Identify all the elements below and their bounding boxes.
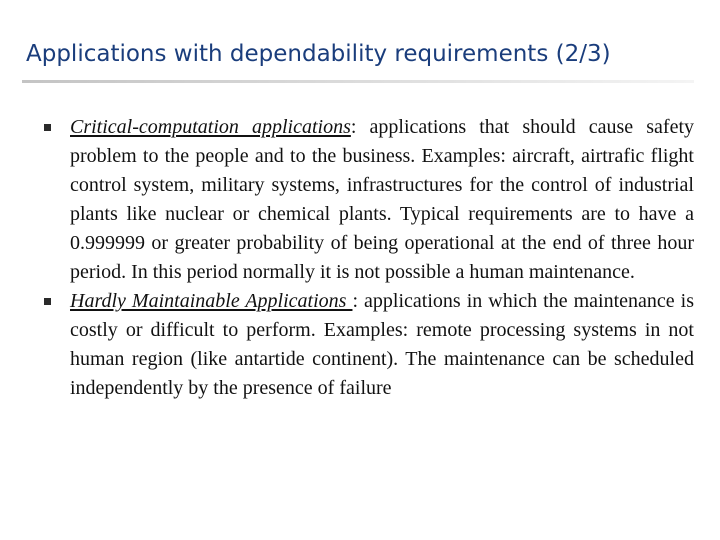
bullet-list (44, 113, 694, 403)
bullet-item-critical-computation (44, 113, 694, 287)
bullet-text: applications in which the maintenance is costly or difficult to perform. Examples: remote processing systems in not human region (like antartide continent). The maintenance can be scheduled independently by the presence of failure (70, 290, 695, 399)
slide-title: Applications with dependability requirements (2/3) (26, 41, 611, 67)
bullet-term: Hardly Maintainable Applications (70, 290, 353, 312)
bullet-separator: : (352, 290, 365, 312)
bullet-item-hardly-maintainable (44, 287, 694, 403)
bullet-separator: : (350, 116, 370, 138)
square-bullet-icon (44, 298, 51, 305)
square-bullet-icon (44, 124, 51, 131)
title-divider (22, 80, 694, 83)
bullet-text: applications that should cause safety problem to the people and to the business. Examples: aircraft, airtrafic flight control system, military systems, infrastructures for the control of industrial plants like nuclear or chemical plants. Typical requirements are to have a 0.999999 or greater probability of being operational at the end of three hour period. In this period normally it is not possible a human maintenance. (70, 116, 695, 283)
bullet-term: Critical-computation applications (70, 116, 351, 138)
